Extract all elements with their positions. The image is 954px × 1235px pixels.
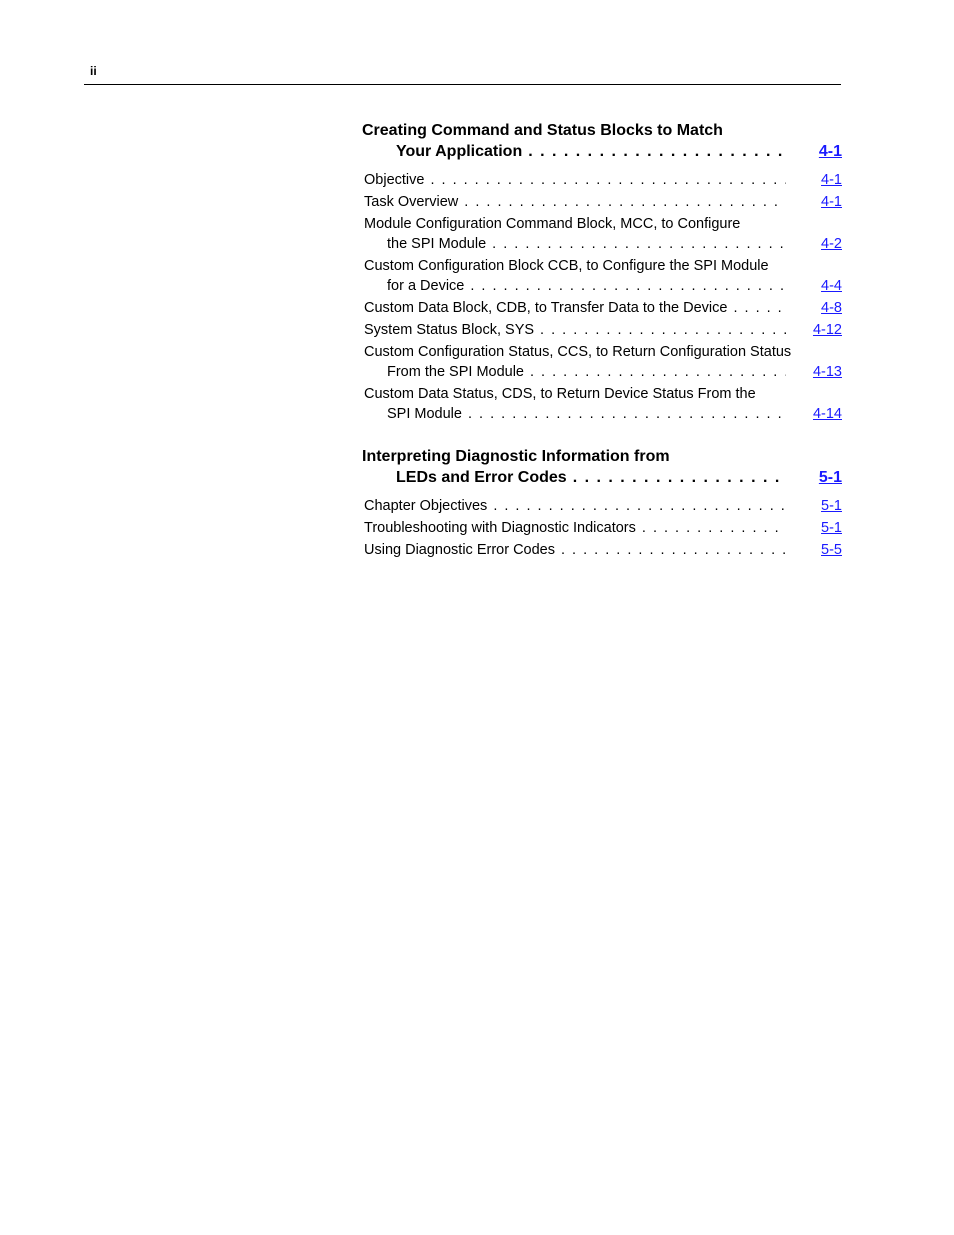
leader-dots (458, 192, 786, 212)
toc-entry (364, 192, 842, 212)
toc-entry (364, 342, 842, 382)
toc-entry-row (364, 276, 842, 296)
toc-entry (364, 298, 842, 318)
toc-entry-row (364, 320, 842, 340)
leader-dots (462, 404, 786, 424)
leader-dots (727, 298, 786, 318)
leader-dots (487, 496, 786, 516)
entry-title: Troubleshooting with Diagnostic Indicators (364, 520, 636, 536)
entry-title: Task Overview (364, 194, 459, 210)
toc-entry-row (364, 234, 842, 254)
toc-entry (364, 540, 842, 560)
leader-dots (464, 276, 786, 296)
page-number: ii (90, 64, 97, 78)
chapter-title-cont: LEDs and Error Codes (396, 469, 567, 486)
entry-page-link[interactable]: 4-14 (812, 406, 842, 422)
entry-title: Custom Configuration Block CCB, to Configure the SPI Module (364, 258, 769, 274)
table-of-contents (362, 120, 842, 582)
entry-title-cont: From the SPI Module (387, 364, 524, 380)
entry-title-cont: SPI Module (387, 406, 462, 422)
entry-page-link[interactable]: 4-1 (821, 194, 842, 210)
chapter-title: Creating Command and Status Blocks to Match (362, 122, 723, 139)
leader-dots (534, 320, 786, 340)
entry-title: Using Diagnostic Error Codes (364, 542, 555, 558)
entry-title: Custom Data Block, CDB, to Transfer Data to the Device (364, 300, 728, 316)
leader-dots (555, 540, 786, 560)
leader-dots (524, 362, 786, 382)
entry-title: Module Configuration Command Block, MCC, to Configure (364, 216, 741, 232)
leader-dots (636, 518, 786, 538)
toc-entry-row (364, 192, 842, 212)
leader-dots (486, 234, 786, 254)
entry-page-link[interactable]: 4-13 (812, 364, 842, 380)
toc-entry (364, 214, 842, 254)
leader-dots (522, 141, 786, 162)
toc-entry-row (364, 404, 842, 424)
entry-page-link[interactable]: 4-8 (821, 300, 842, 316)
entry-title: Custom Data Status, CDS, to Return Device Status From the (364, 386, 756, 402)
entry-page-link[interactable]: 5-1 (821, 498, 842, 514)
toc-entry-row (364, 362, 842, 382)
entry-page-link[interactable]: 4-1 (821, 172, 842, 188)
toc-entry (364, 170, 842, 190)
header-rule (84, 84, 841, 85)
toc-entry (364, 496, 842, 516)
entry-page-link[interactable]: 4-4 (821, 278, 842, 294)
toc-entry-row (364, 518, 842, 538)
toc-entry-row (364, 298, 842, 318)
toc-entry (364, 384, 842, 424)
leader-dots (424, 170, 786, 190)
entry-page-link[interactable]: 5-5 (821, 542, 842, 558)
entry-page-link[interactable]: 4-12 (812, 322, 842, 338)
toc-entry (364, 518, 842, 538)
leader-dots (567, 467, 786, 488)
entry-title: Objective (364, 172, 425, 188)
toc-entry-row (364, 170, 842, 190)
toc-entry (364, 320, 842, 340)
chapter-title-cont: Your Application (396, 143, 523, 160)
entry-page-link[interactable]: 5-1 (821, 520, 842, 536)
entry-title: System Status Block, SYS (364, 322, 535, 338)
chapter-title-row (362, 141, 842, 162)
chapter-title: Interpreting Diagnostic Information from (362, 448, 670, 465)
chapter-page-link[interactable]: 4-1 (818, 143, 842, 160)
entry-title-cont: the SPI Module (387, 236, 487, 252)
entry-title: Custom Configuration Status, CCS, to Return Configuration Status (364, 344, 792, 360)
entry-page-link[interactable]: 4-2 (821, 236, 842, 252)
entry-title-cont: for a Device (387, 278, 465, 294)
toc-entry (364, 256, 842, 296)
entry-title: Chapter Objectives (364, 498, 488, 514)
chapter-page-link[interactable]: 5-1 (818, 469, 842, 486)
toc-entry-row (364, 540, 842, 560)
toc-chapter (362, 446, 842, 560)
chapter-title-row (362, 467, 842, 488)
toc-chapter (362, 120, 842, 424)
toc-entry-row (364, 496, 842, 516)
